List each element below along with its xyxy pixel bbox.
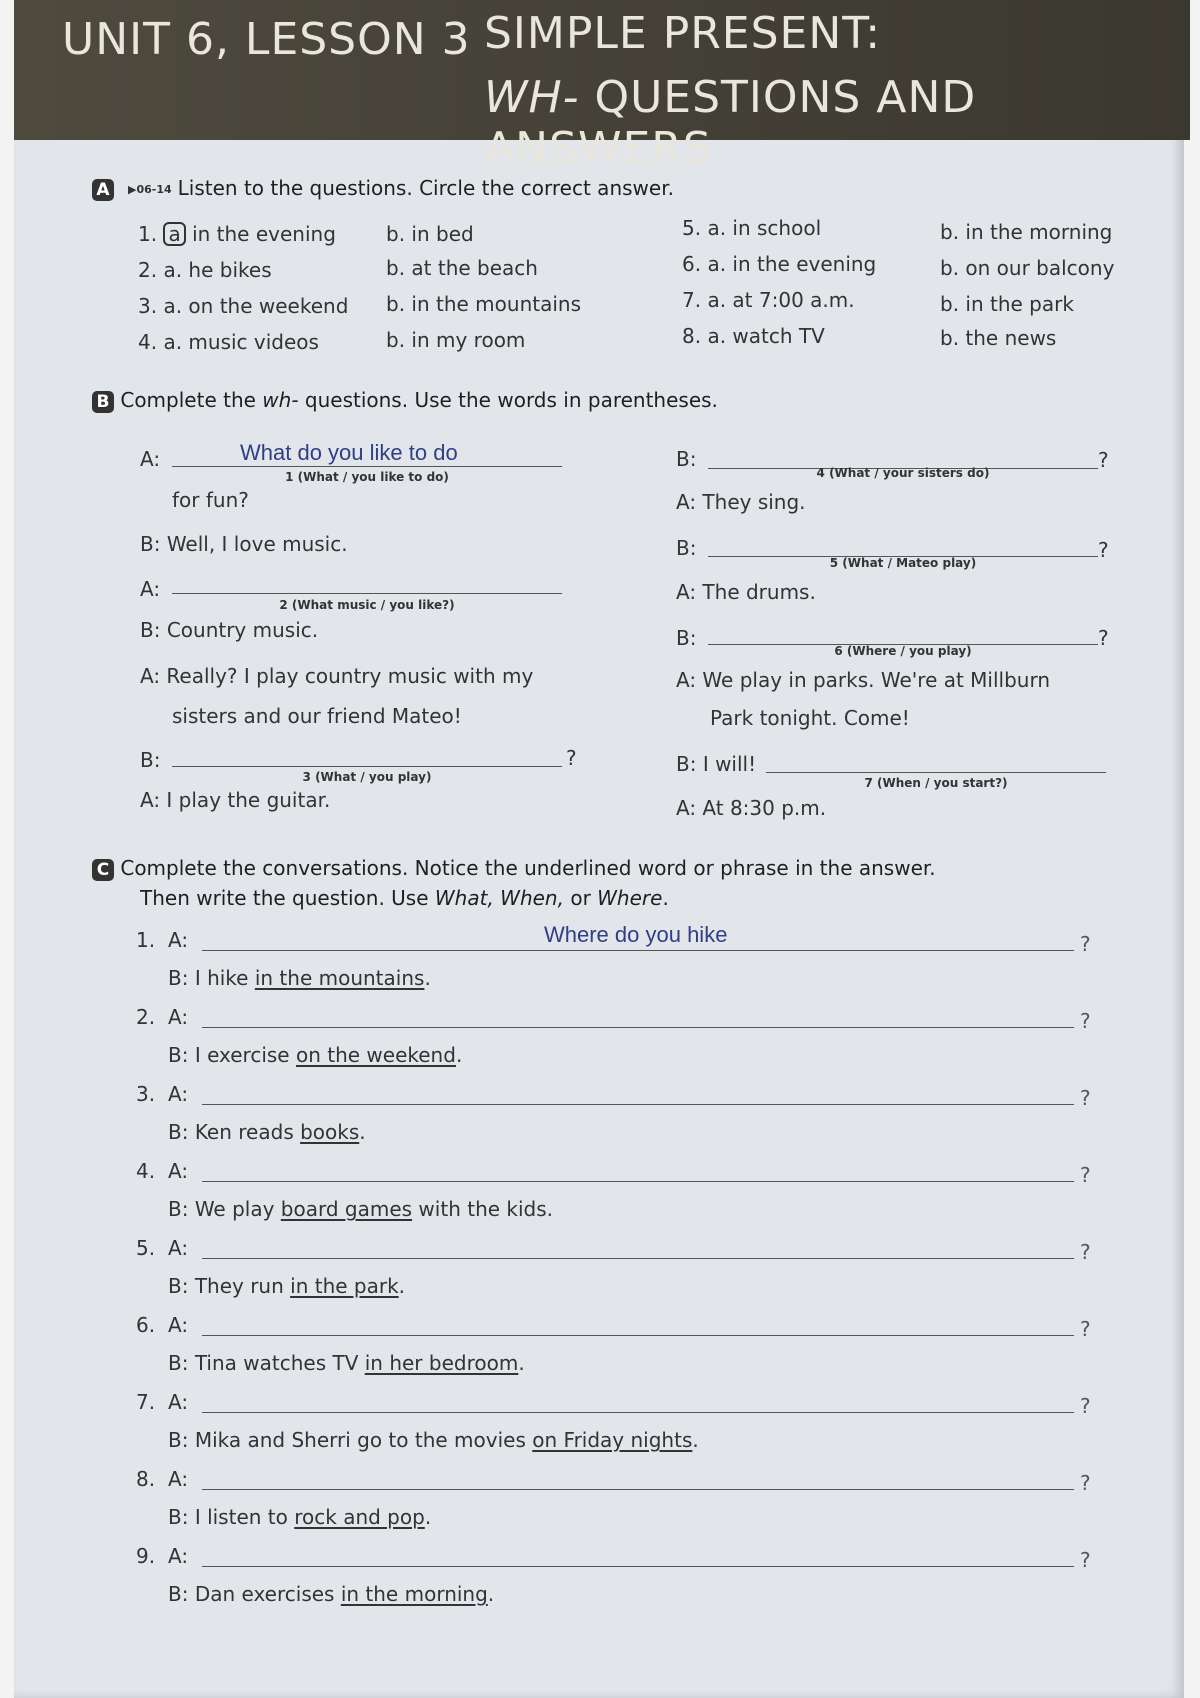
b1-answer-line[interactable] <box>172 466 562 467</box>
a-item-num: 2. <box>138 258 158 282</box>
c-answer-text: B: Tina watches TV <box>168 1351 365 1375</box>
c-item-speaker-a: A: <box>168 1467 189 1491</box>
c-underlined-phrase: in the morning <box>340 1582 488 1606</box>
section-b-heading <box>92 388 718 413</box>
b1-cue: 1 (What / you like to do) <box>285 470 449 484</box>
c-item-qmark: ? <box>1080 1471 1091 1495</box>
b3-cue: 3 (What / you play) <box>302 770 432 784</box>
c-underlined-phrase: rock and pop <box>294 1505 425 1529</box>
c-underlined-phrase: in her bedroom <box>364 1351 519 1375</box>
b-option[interactable]: b. in bed <box>386 222 474 246</box>
c-item-speaker-a: A: <box>168 928 189 952</box>
c-item-speaker-b <box>168 1274 405 1298</box>
c-item-speaker-a: A: <box>168 1005 189 1029</box>
audio-track-icon[interactable]: ▶06-14 <box>128 183 172 196</box>
c-item-answer-line[interactable] <box>202 1566 1074 1567</box>
b-option[interactable]: b. in the mountains <box>386 292 581 316</box>
c-underlined-phrase: on the weekend <box>295 1043 456 1067</box>
a-item-6 <box>682 252 876 276</box>
c-instr-text: . <box>662 886 669 910</box>
b7-answer-line[interactable] <box>766 772 1106 773</box>
a-option[interactable]: a. at 7:00 a.m. <box>707 288 855 312</box>
c-item-speaker-b <box>168 1351 525 1375</box>
section-a-heading <box>92 176 674 201</box>
a-option[interactable]: a. on the weekend <box>163 294 349 318</box>
section-b-instruction-em: wh- <box>262 388 299 412</box>
c-answer-text: . <box>455 1043 463 1067</box>
c-instr-em: Where <box>597 886 663 910</box>
c-item-answer-line[interactable] <box>202 1335 1074 1336</box>
c-answer-text: . <box>398 1274 406 1298</box>
a-item-num: 1. <box>138 222 158 246</box>
c-item-qmark: ? <box>1080 1548 1091 1572</box>
b7-cue: 7 (When / you start?) <box>864 776 1008 790</box>
section-b-instruction-rest: questions. Use the words in parentheses. <box>298 388 718 412</box>
c-item-speaker-a: A: <box>168 1313 189 1337</box>
b3-qmark: ? <box>566 746 577 770</box>
c-item-number: 5. <box>136 1236 156 1260</box>
c-underlined-phrase: books <box>300 1120 360 1144</box>
c-item-answer-line[interactable] <box>202 1104 1074 1105</box>
c-item-speaker-a: A: <box>168 1544 189 1568</box>
c-item-speaker-b <box>168 1505 431 1529</box>
c-item-answer-line[interactable] <box>202 1489 1074 1490</box>
c-item-speaker-a: A: <box>168 1082 189 1106</box>
b5-qmark: ? <box>1098 538 1109 562</box>
c-answer-text: . <box>424 966 431 990</box>
b3-answer-line[interactable] <box>172 766 562 767</box>
a-option[interactable]: a. music videos <box>163 330 319 354</box>
c-item-speaker-b <box>168 1043 462 1067</box>
c-item-number: 2. <box>136 1005 156 1029</box>
a-item-3 <box>138 294 348 318</box>
c-item-number: 7. <box>136 1390 156 1414</box>
c-answer-text: B: I hike <box>168 966 255 990</box>
c-underlined-phrase: board games <box>280 1197 413 1221</box>
b4-qmark: ? <box>1098 448 1109 472</box>
c-item-number: 6. <box>136 1313 156 1337</box>
a-item-5 <box>682 216 821 240</box>
page-title-line2 <box>484 72 1190 174</box>
c-item-number: 8. <box>136 1467 156 1491</box>
b2-speaker: A: <box>140 577 161 601</box>
b-option[interactable]: b. in the park <box>940 292 1074 316</box>
c-instr-em: What, When, <box>434 886 564 910</box>
c-item-answer-line[interactable] <box>202 1181 1074 1182</box>
a-item-8 <box>682 324 825 348</box>
c-item-answer-line[interactable] <box>202 1412 1074 1413</box>
c-underlined-phrase: in the mountains <box>254 966 425 990</box>
c-item-answer-line[interactable] <box>202 1258 1074 1259</box>
c-item-qmark: ? <box>1080 1240 1091 1264</box>
a-item-num: 6. <box>682 252 702 276</box>
c-item-qmark: ? <box>1080 1317 1091 1341</box>
c-answer-text: . <box>359 1120 366 1144</box>
a-item-num: 5. <box>682 216 702 240</box>
section-c-instruction2 <box>140 886 669 910</box>
section-b-badge: B <box>92 391 114 413</box>
b-right-line6: A: We play in parks. We're at Millburn <box>676 668 1051 692</box>
title-wh: WH- <box>484 72 580 123</box>
b2-cue: 2 (What music / you like?) <box>279 598 455 612</box>
header-band <box>14 0 1190 174</box>
a-item-1 <box>138 222 336 246</box>
a-item-num: 4. <box>138 330 158 354</box>
c-item-speaker-a: A: <box>168 1236 189 1260</box>
section-c-badge: C <box>92 859 114 881</box>
c-item-number: 4. <box>136 1159 156 1183</box>
a-item-num: 7. <box>682 288 702 312</box>
b2-answer-line[interactable] <box>172 593 562 594</box>
a-item-2 <box>138 258 272 282</box>
b5-cue: 5 (What / Mateo play) <box>829 556 977 570</box>
b-right-line7: Park tonight. Come! <box>710 706 910 730</box>
b1-speaker: A: <box>140 447 161 471</box>
b7-speaker: B: I will! <box>676 752 757 776</box>
unit-label: UNIT 6, LESSON 3 <box>62 14 471 65</box>
c-underlined-phrase: in the park <box>290 1274 399 1298</box>
section-c-heading <box>92 856 936 881</box>
c-item-qmark: ? <box>1080 1394 1091 1418</box>
b3-speaker: B: <box>140 748 161 772</box>
b-option[interactable]: b. at the beach <box>386 256 538 280</box>
a-option[interactable]: a. in the evening <box>707 252 877 276</box>
a-item-num: 3. <box>138 294 158 318</box>
a-option[interactable]: a. watch TV <box>707 324 825 348</box>
c-answer-text: B: I listen to <box>168 1505 295 1529</box>
page-title-line1: SIMPLE PRESENT: <box>484 8 882 59</box>
c-answer-text: B: Dan exercises <box>168 1582 341 1606</box>
c-item-number: 3. <box>136 1082 156 1106</box>
c-item-speaker-b <box>168 1197 553 1221</box>
c-answer-text: B: They run <box>168 1274 291 1298</box>
b-right-line4: A: The drums. <box>676 580 816 604</box>
c-item-speaker-b <box>168 966 431 990</box>
b-option[interactable]: b. in the morning <box>940 220 1113 244</box>
b6-qmark: ? <box>1098 626 1109 650</box>
c-item-qmark: ? <box>1080 1086 1091 1110</box>
a-item-num: 8. <box>682 324 702 348</box>
section-b-instruction: Complete the <box>120 388 263 412</box>
b-option[interactable]: b. on our balcony <box>940 256 1115 280</box>
circled-answer[interactable]: a <box>163 222 185 246</box>
b-right-line9: A: At 8:30 p.m. <box>676 796 827 820</box>
c-answer-text: B: We play <box>168 1197 281 1221</box>
b-left-line9: A: I play the guitar. <box>140 788 331 812</box>
section-a-instruction: Listen to the questions. Circle the correct answer. <box>177 176 674 200</box>
b-left-line2: for fun? <box>172 488 249 512</box>
c-answer-text: B: I exercise <box>168 1043 296 1067</box>
c-item-speaker-b <box>168 1428 699 1452</box>
a-option[interactable]: in the evening <box>192 222 336 246</box>
c-item-speaker-a: A: <box>168 1390 189 1414</box>
c-answer-text: with the kids. <box>412 1197 554 1221</box>
c-instr-text: Then write the question. Use <box>140 886 435 910</box>
c-answer-text: B: Ken reads <box>168 1120 301 1144</box>
b6-cue: 6 (Where / you play) <box>834 644 972 658</box>
title-rest: QUESTIONS AND ANSWERS <box>484 72 977 174</box>
c-answer-text: B: Mika and Sherri go to the movies <box>168 1428 533 1452</box>
c-item-number: 9. <box>136 1544 156 1568</box>
c-item-answer-line[interactable] <box>202 1027 1074 1028</box>
b-left-line7: sisters and our friend Mateo! <box>172 704 462 728</box>
c-item-answer-line[interactable] <box>202 950 1074 951</box>
b4-cue: 4 (What / your sisters do) <box>816 466 990 480</box>
c-answer-text: . <box>518 1351 525 1375</box>
c-item-speaker-b <box>168 1120 366 1144</box>
b5-speaker: B: <box>676 536 697 560</box>
c-item-speaker-a: A: <box>168 1159 189 1183</box>
a-option[interactable]: a. in school <box>707 216 822 240</box>
a-option[interactable]: a. he bikes <box>163 258 272 282</box>
c-instr-text: or <box>563 886 598 910</box>
b4-speaker: B: <box>676 447 697 471</box>
c-item-qmark: ? <box>1080 1009 1091 1033</box>
a-item-7 <box>682 288 855 312</box>
a-item-4 <box>138 330 319 354</box>
b1-handwritten-answer[interactable]: What do you like to do <box>240 440 458 465</box>
b-left-line5: B: Country music. <box>140 618 319 642</box>
c-item-speaker-b <box>168 1582 494 1606</box>
c-item-number: 1. <box>136 928 156 952</box>
c-underlined-phrase: on Friday nights <box>532 1428 693 1452</box>
c-item-qmark: ? <box>1080 1163 1091 1187</box>
c-answer-text: . <box>424 1505 432 1529</box>
b-left-line6: A: Really? I play country music with my <box>140 664 534 688</box>
b-option[interactable]: b. the news <box>940 326 1057 350</box>
section-c-instruction1: Complete the conversations. Notice the underlined word or phrase in the answer. <box>120 856 936 880</box>
b-left-line3: B: Well, I love music. <box>140 532 348 556</box>
b-right-line2: A: They sing. <box>676 490 806 514</box>
c-answer-text: . <box>692 1428 699 1452</box>
c-answer-text: . <box>487 1582 495 1606</box>
section-a-badge: A <box>92 179 114 201</box>
c-item-qmark: ? <box>1080 932 1091 956</box>
b6-speaker: B: <box>676 626 697 650</box>
b-option[interactable]: b. in my room <box>386 328 526 352</box>
c-item-handwritten-answer[interactable]: Where do you hike <box>544 922 728 947</box>
